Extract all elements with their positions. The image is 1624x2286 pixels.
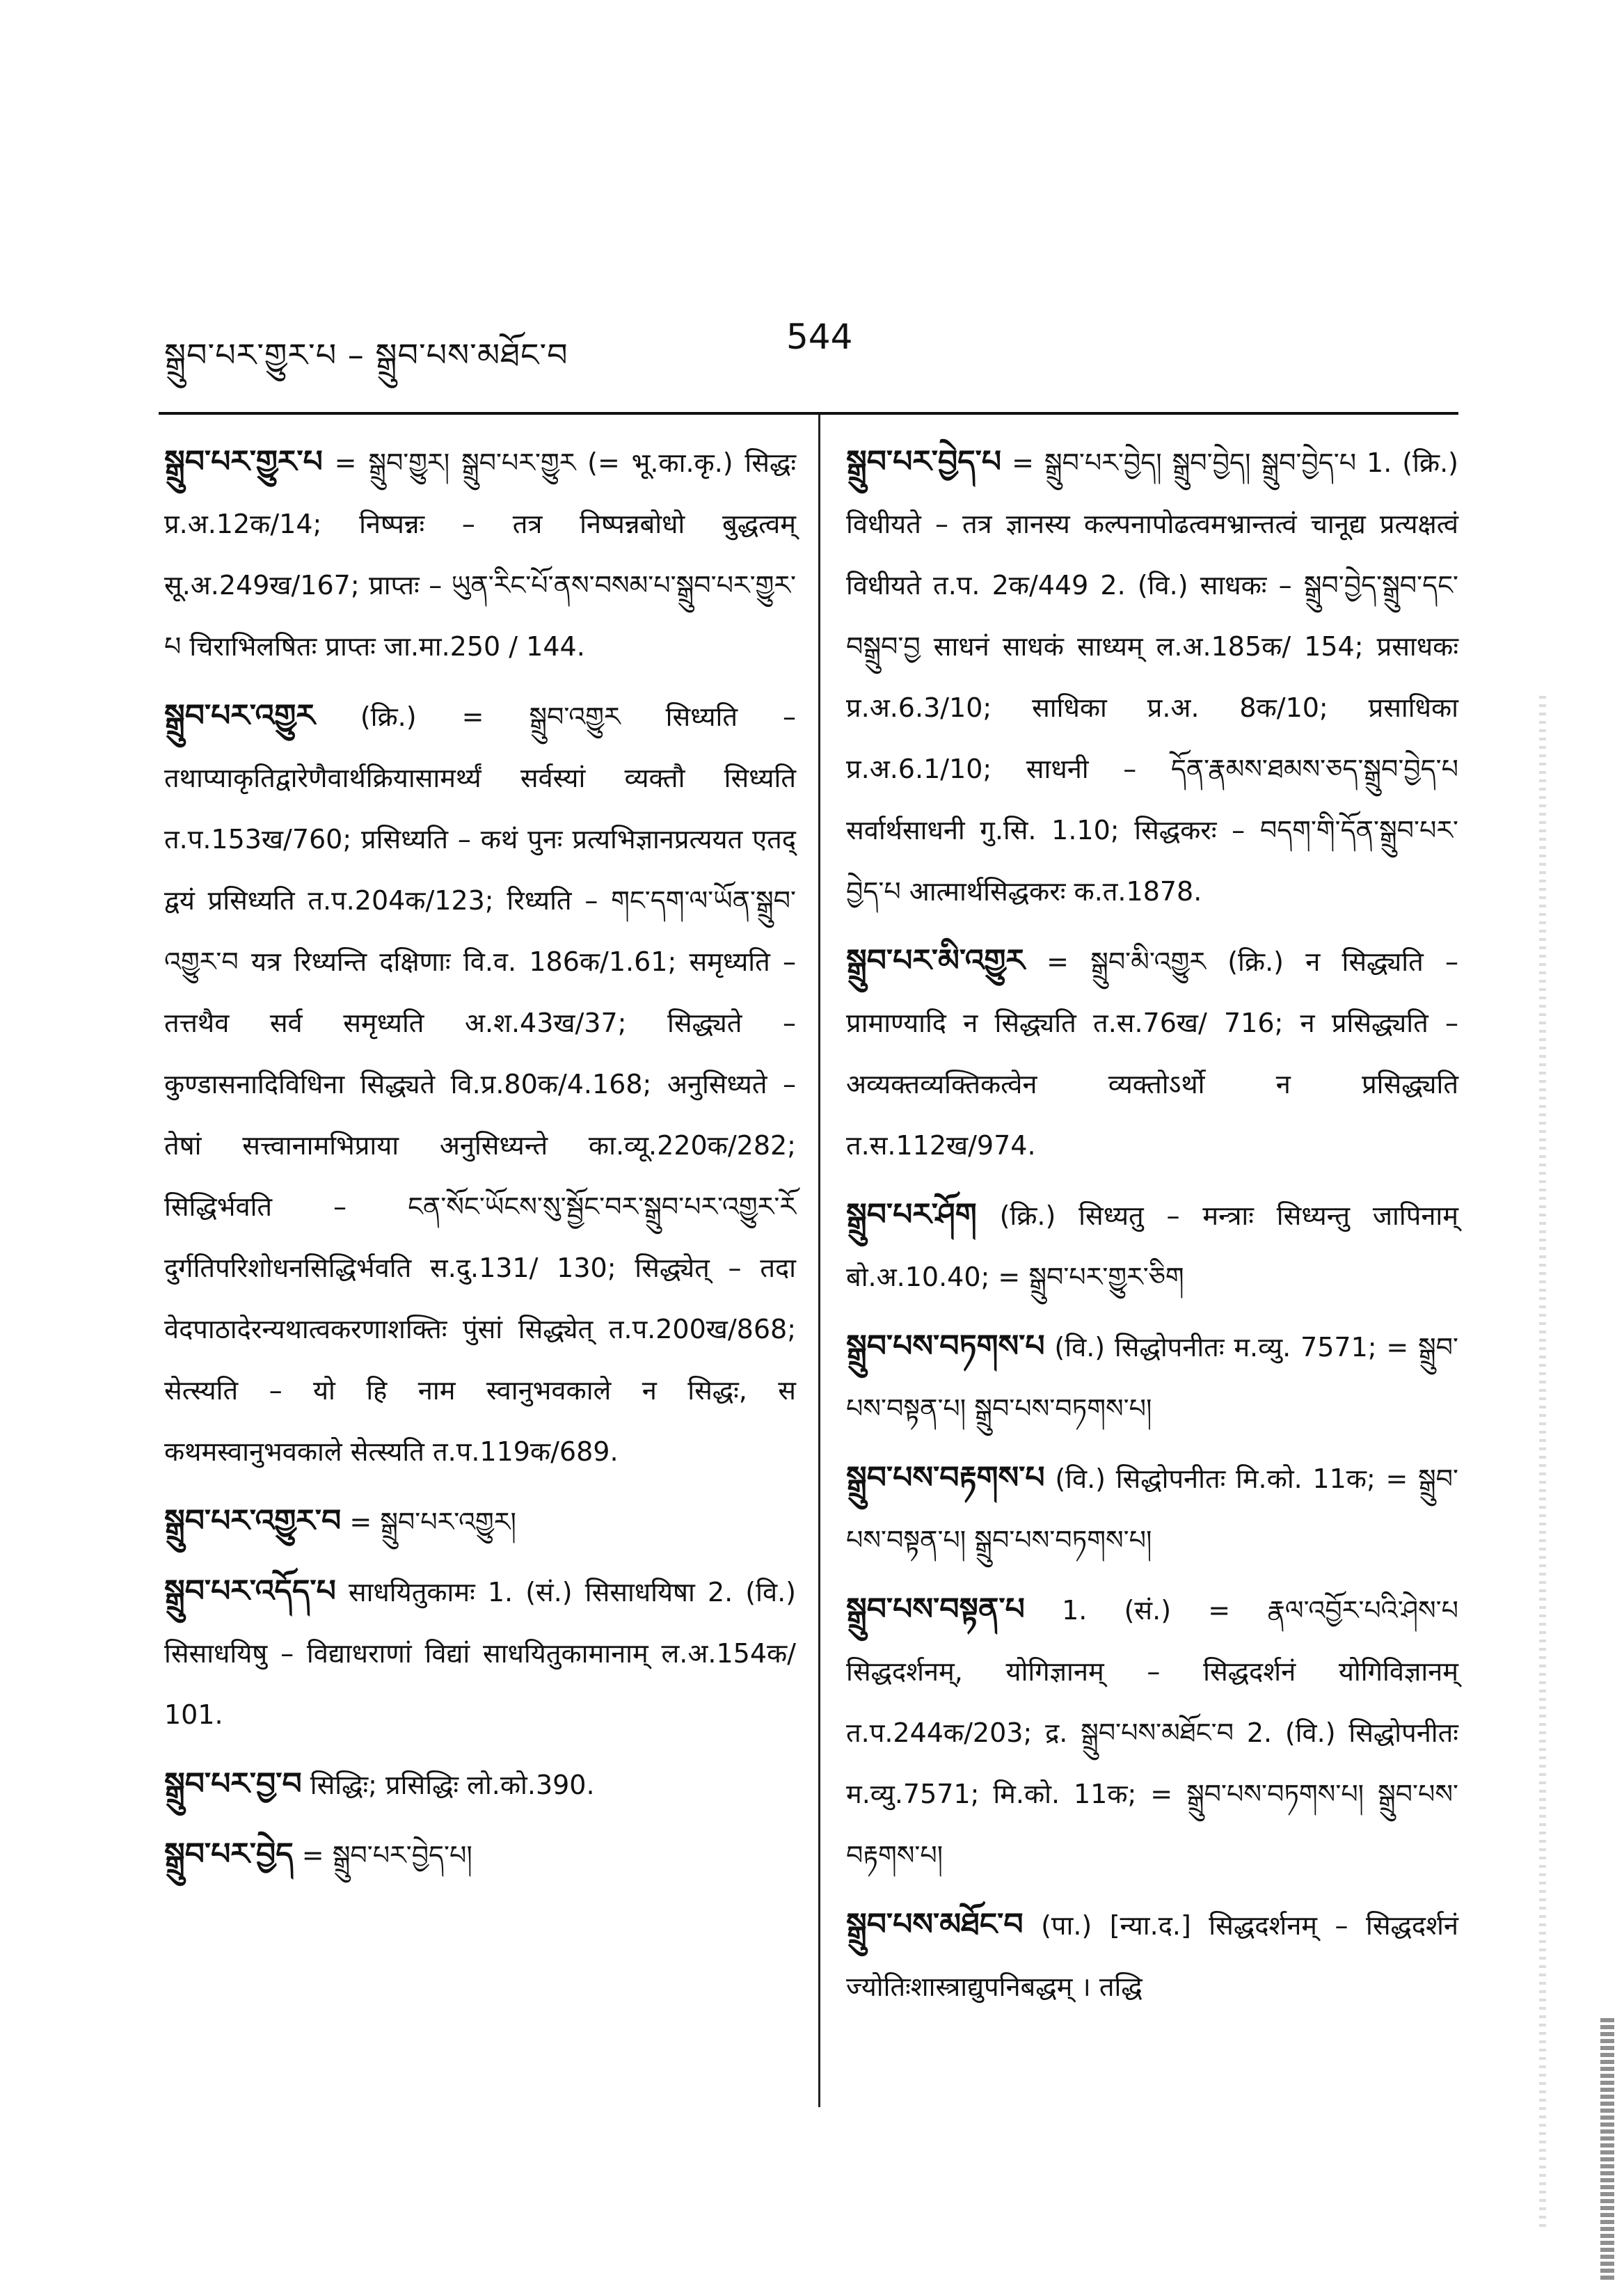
dictionary-entry [164,1561,796,1745]
entry-headword: སྒྲུབ་པར་བྱེད་པ [846,444,1002,479]
dictionary-entry [164,1754,796,1816]
entry-text: = སྒྲུབ་པར་འགྱུར། [349,1507,516,1537]
entry-text: = སྒྲུབ་པར་བྱེད་པ། [301,1840,472,1871]
entry-text: = སྒྲུབ་མི་འགྱུར (क्रि.) न सिद्ध्यति – प्रामाण्यादि न सिद्ध्यति त.स.76ख/ 716; न प्रसिद्ध्यति – अव्यक्तव्यक्तिकत्वेन व्यक्तोऽर्थो न प्रसिद्ध्यति त.स.112ख/974. [846,946,1458,1161]
entry-headword: སྒྲུབ་པས་བསྟན་པ [846,1592,1025,1627]
entry-text: (वि.) सिद्धोपनीतः मि.को. 11क; = སྒྲུབ་པས་བསྟན་པ། སྒྲུབ་པས་བཏགས་པ། [846,1463,1458,1555]
dictionary-entry [846,930,1458,1176]
dictionary-entry [846,431,1458,922]
scan-edge [1600,2018,1614,2283]
column-divider [818,415,820,2107]
header-rule [159,412,1458,415]
entry-text: सिद्धिः; प्रसिद्धिः लो.को.390. [310,1770,595,1800]
entry-text: (पा.) [न्या.द.] सिद्धदर्शनम् – सिद्धदर्शनं ज्योतिःशास्त्राद्युपनिबद्धम् । तद्धि [846,1910,1458,2002]
dictionary-entry [846,1184,1458,1308]
entry-text: 1. (सं.) = རྣལ་འབྱོར་པའི་ཤེས་པ सिद्धदर्शनम्, योगिज्ञानम् – सिद्धदर्शनं योगिविज्ञानम् त.प.244क/203; द्र. སྒྲུབ་པས་མཐོང་བ 2. (वि.) सिद्धोपनीतः म.व्यु.7571; मि.को. 11क; = སྒྲུབ་པས་བཏགས་པ། སྒྲུབ་པས་བརྟགས་པ། [846,1595,1458,1871]
right-column [846,431,1458,2026]
dictionary-entry [164,1824,796,1886]
dictionary-entry [846,1579,1458,1886]
entry-text: (क्रि.) सिध्यतु – मन्त्राः सिध्यन्तु जापिनाम् बो.अ.10.40; = སྒྲུབ་པར་གྱུར་ཅིག [846,1200,1458,1292]
dictionary-entry [164,685,796,1482]
entry-headword: སྒྲུབ་པར་བྱེད [164,1836,294,1872]
entry-text: (वि.) सिद्धोपनीतः म.व्यु. 7571; = སྒྲུབ་པས་བསྟན་པ། སྒྲུབ་པས་བཏགས་པ། [846,1332,1458,1424]
entry-headword: སྒྲུབ་པར་མི་འགྱུར [846,943,1025,978]
entry-headword: སྒྲུབ་པར་འདོད་པ [164,1573,336,1609]
entry-headword: སྒྲུབ་པས་བཏགས་པ [846,1328,1045,1364]
entry-text: = སྒྲུབ་པར་བྱེད། སྒྲུབ་བྱེད། སྒྲུབ་བྱེད་པ 1. (क्रि.) विधीयते – तत्र ज्ञानस्य कल्पनापोढत्वमभ्रान्तत्वं चानूद्य प्रत्यक्षत्वं विधीयते त.प. 2क/449 2. (वि.) साधकः – སྒྲུབ་བྱེད་སྒྲུབ་དང་བསྒྲུབ་བྱ साधनं साधकं साध्यम् ल.अ.185क/ 154; प्रसाधकः प्र.अ.6.3/10; साधिका प्र.अ. 8क/10; प्रसाधिका प्र.अ.6.1/10; साधनी – དོན་རྣམས་ཐམས་ཅད་སྒྲུབ་བྱེད་པ सर्वार्थसाधनी गु.सि. 1.10; सिद्धकरः – བདག་གི་དོན་སྒྲུབ་པར་བྱེད་པ आत्मार्थसिद्धकरः क.त.1878. [846,447,1458,907]
dictionary-entry [164,1491,796,1553]
entry-headword: སྒྲུབ་པར་བྱ་བ [164,1766,302,1802]
dictionary-entry [846,1447,1458,1571]
entry-headword: སྒྲུབ་པས་མཐོང་བ [846,1907,1024,1942]
scan-noise [1539,696,1546,2227]
dictionary-entry [164,431,796,677]
entry-headword: སྒྲུབ་པར་གྱུར་པ [164,444,323,479]
header-left-title: སྒྲུབ་པར་གྱུར་པ – སྒྲུབ་པས་མཐོང་བ [164,336,568,374]
left-column [164,431,796,1894]
entry-headword: སྒྲུབ་པར་འགྱུར་བ [164,1503,342,1539]
entry-headword: སྒྲུབ་པར་འགྱུར [164,698,315,733]
entry-text: (क्रि.) = སྒྲུབ་འགྱུར सिध्यति – तथाप्याकृतिद्वारेणैवार्थक्रियासामर्थ्यं सर्वस्यां व्यक्तौ सिध्यति त.प.153ख/760; प्रसिध्यति – कथं पुनः प्रत्यभिज्ञानप्रत्ययत एतद् द्वयं प्रसिध्यति त.प.204क/123; रिध्यति – གང་དག་ལ་ཡོན་སྒྲུབ་འགྱུར་བ यत्र रिध्यन्ति दक्षिणाः वि.व. 186क/1.61; समृध्यति – तत्तथैव सर्व समृध्यति अ.श.43ख/37; सिद्ध्यते – कुण्डासनादिविधिना सिद्ध्यते वि.प्र.80क/4.168; अनुसिध्यते – तेषां सत्त्वानामभिप्राया अनुसिध्यन्ते का.व्यू.220क/282; सिद्धिर्भवति – ངན་སོང་ཡོངས་སུ་སྦྱོང་བར་སྒྲུབ་པར་འགྱུར་རོ दुर्गतिपरिशोधनसिद्धिर्भवति स.दु.131/ 130; सिद्ध्येत् – तदा वेदपाठादेरन्यथात्वकरणाशक्तिः पुंसां सिद्ध्येत् त.प.200ख/868; सेत्स्यति – यो हि नाम स्वानुभवकाले न सिद्धः, स कथमस्वानुभवकाले सेत्स्यति त.प.119क/689. [164,701,796,1467]
dictionary-entry [846,1316,1458,1439]
entry-headword: སྒྲུབ་པས་བརྟགས་པ [846,1460,1045,1495]
entry-headword: སྒྲུབ་པར་ཤོག [846,1197,977,1232]
entry-text: = སྒྲུབ་གྱུར། སྒྲུབ་པར་གྱུར (= भू.का.कृ.) सिद्धः प्र.अ.12क/14; निष्पन्नः – तत्र निष्पन्नबोधो बुद्धत्वम् सू.अ.249ख/167; प्राप्तः – ཡུན་རིང་པོ་ནས་བསམ་པ་སྒྲུབ་པར་གྱུར་པ चिराभिलषितः प्राप्तः जा.मा.250 / 144. [164,447,796,662]
entry-text: साधयितुकामः 1. (सं.) सिसाधयिषा 2. (वि.) सिसाधयिषु – विद्याधराणां विद्यां साधयितुकामानाम् ल.अ.154क/ 101. [164,1577,796,1730]
page-number: 544 [786,317,853,357]
dictionary-entry [846,1894,1458,2017]
